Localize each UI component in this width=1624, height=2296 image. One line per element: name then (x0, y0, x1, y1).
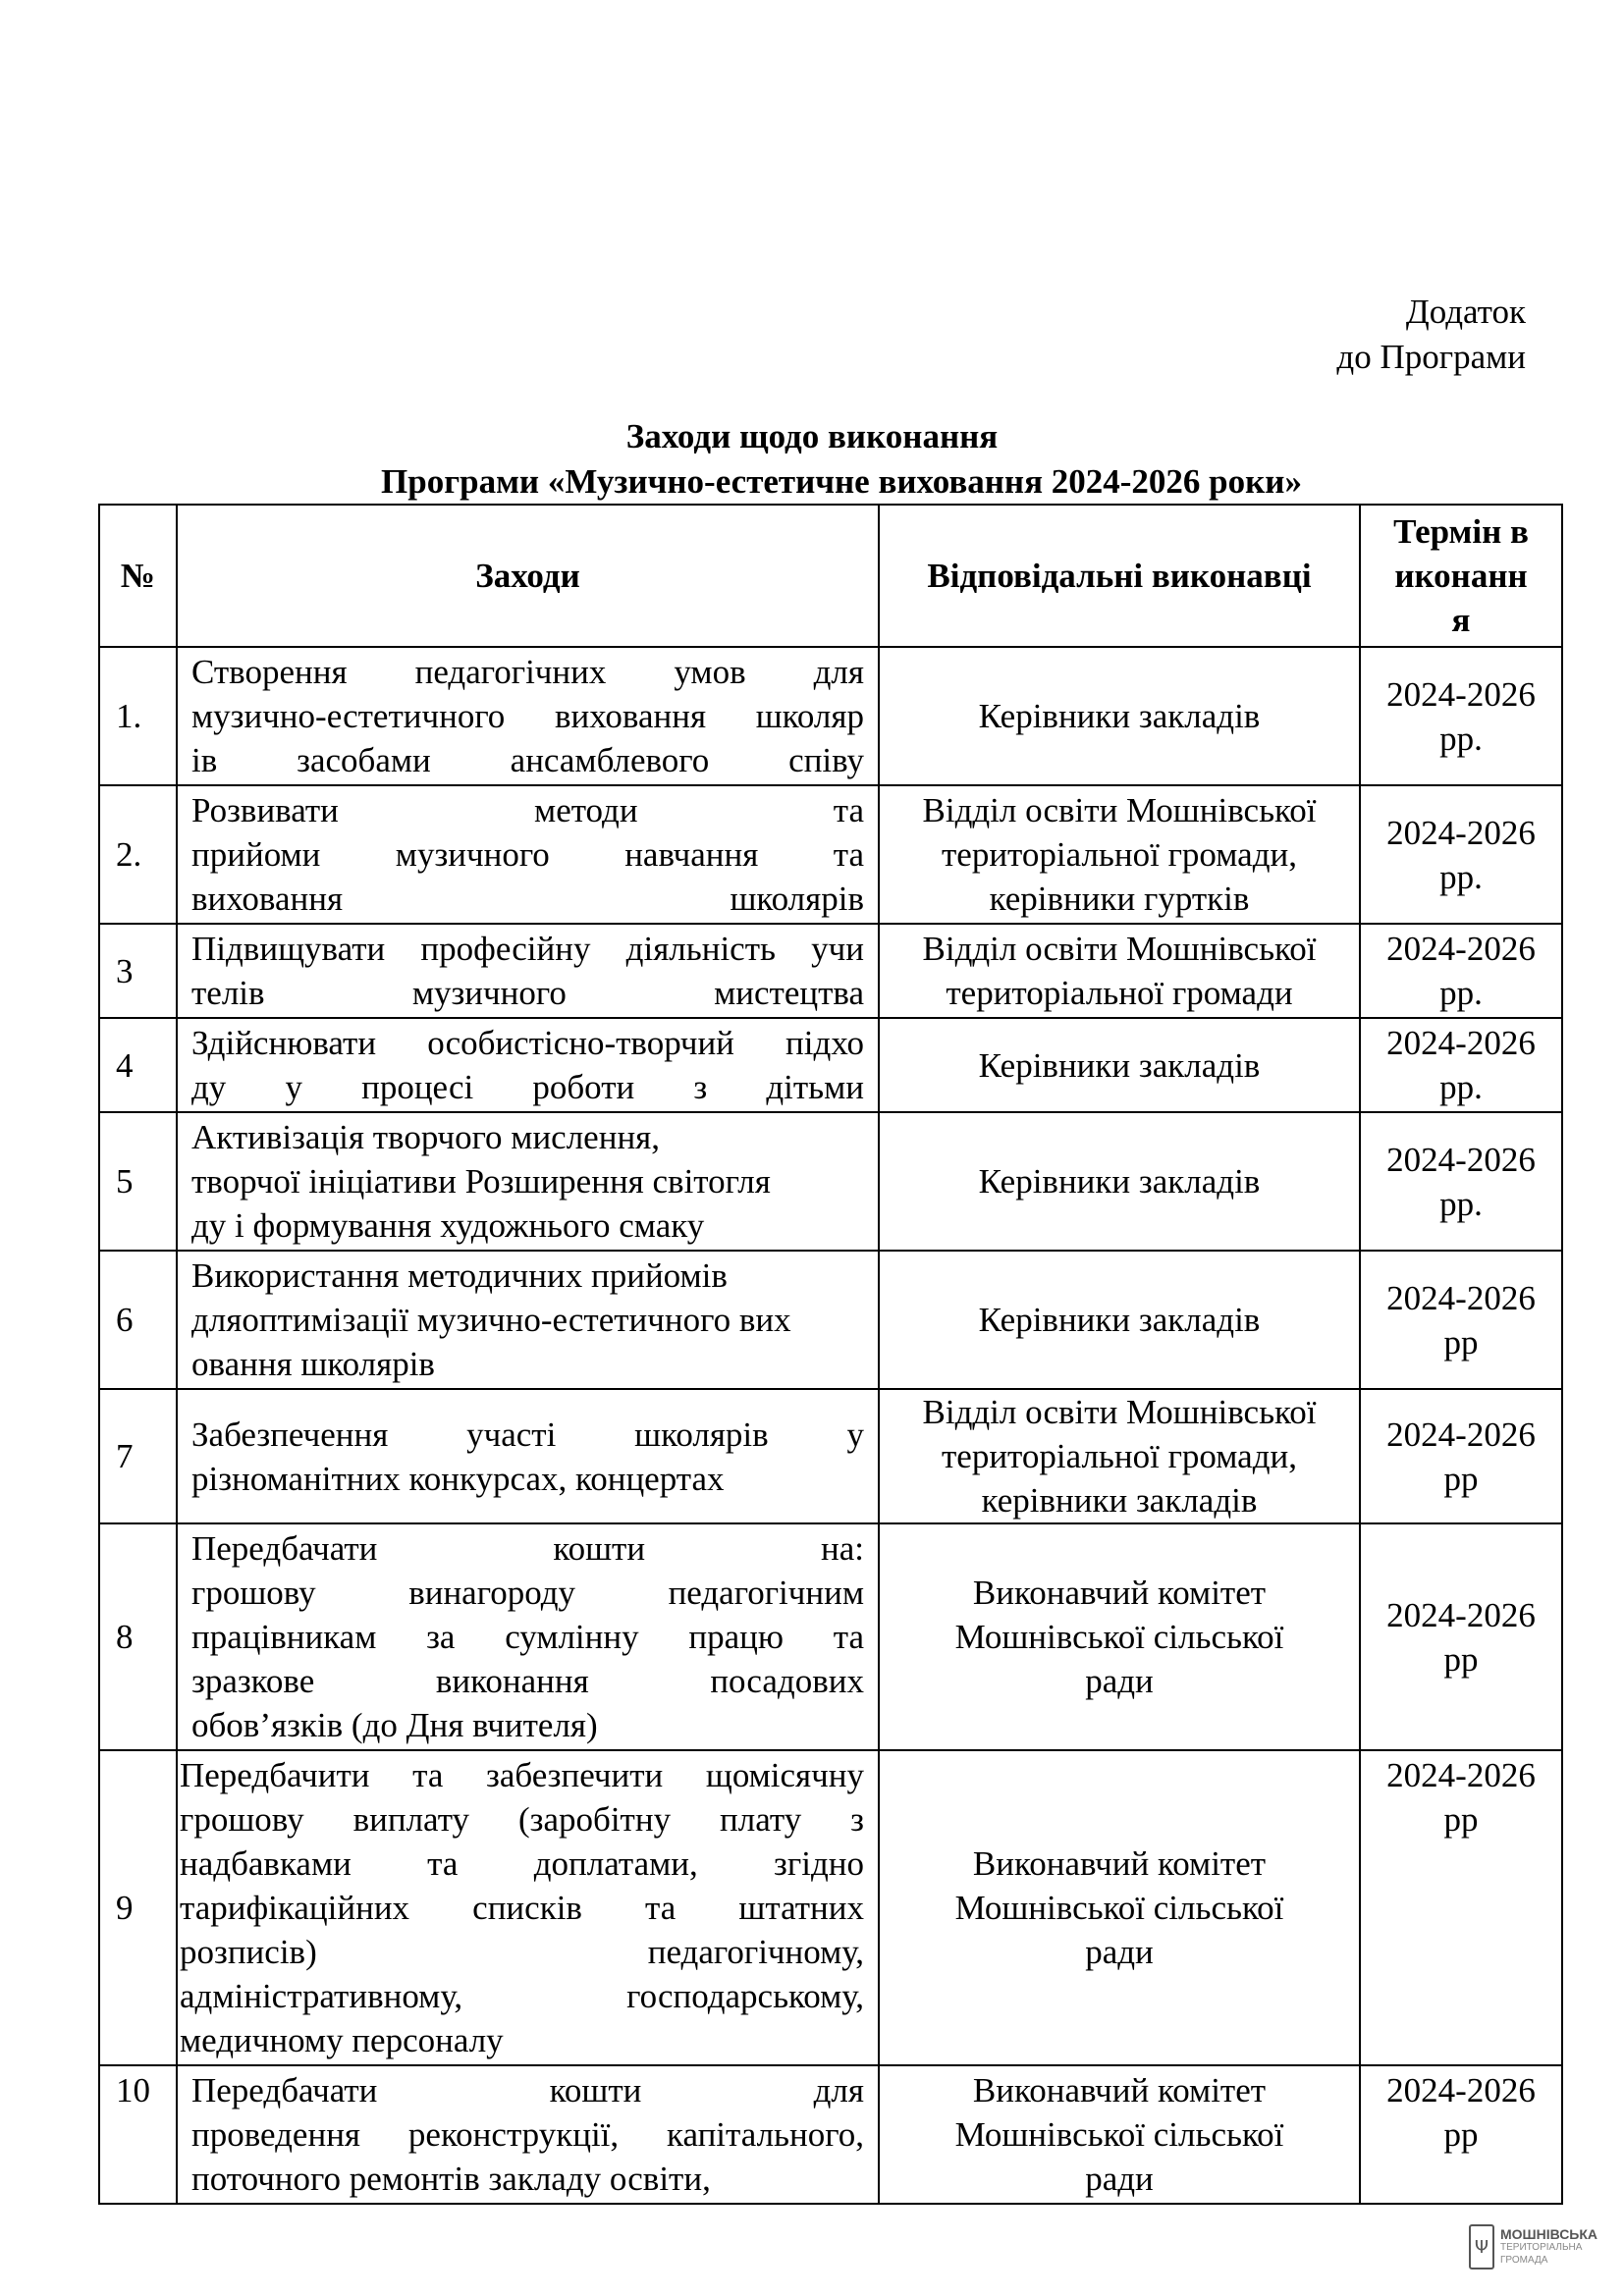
community-logo (1469, 2224, 1597, 2269)
table-header-row (99, 505, 1562, 647)
row-term: 2024-2026 рр (1360, 1389, 1562, 1523)
logo-line-2: ТЕРИТОРІАЛЬНА (1500, 2241, 1583, 2253)
row-activity: Передбачати кошти на: грошову винагороду педагогічним працівникам за сумлінну працю та зразкове виконання посадових обов’язків (до Дня вчителя) (177, 1523, 879, 1750)
table-row (99, 2065, 1562, 2204)
row-number: 5 (99, 1112, 177, 1251)
row-executors: Керівники закладів (879, 1018, 1360, 1112)
title-line-2: Програми «Музично-естетичне виховання 2024-2026 роки» (381, 462, 1302, 501)
addendum-note (1336, 290, 1526, 380)
logo-line-1: МОШНІВСЬКА (1500, 2225, 1598, 2242)
row-term: 2024-2026 рр. (1360, 1018, 1562, 1112)
row-executors: Керівники закладів (879, 647, 1360, 785)
row-number: 9 (99, 1750, 177, 2065)
table-row (99, 1389, 1562, 1523)
table-row (99, 647, 1562, 785)
table-row (99, 924, 1562, 1018)
row-number: 3 (99, 924, 177, 1018)
row-term: 2024-2026 рр. (1360, 785, 1562, 924)
row-term: 2024-2026 рр (1360, 1523, 1562, 1750)
table-row (99, 1251, 1562, 1389)
header-activity: Заходи (177, 505, 879, 647)
row-executors: Виконавчий комітет Мошнівської сільської ради (879, 1523, 1360, 1750)
table-row (99, 1523, 1562, 1750)
row-executors: Відділ освіти Мошнівської територіальної громади, керівники закладів (879, 1389, 1360, 1523)
row-activity: Використання методичних прийомів дляоптимізації музично-естетичного вих овання школярів (177, 1251, 879, 1389)
row-term: 2024-2026 рр (1360, 2065, 1562, 2204)
logo-line-3: ГРОМАДА (1500, 2254, 1548, 2266)
header-number: № (99, 505, 177, 647)
row-executors: Відділ освіти Мошнівської територіальної громади, керівники гуртків (879, 785, 1360, 924)
row-number: 6 (99, 1251, 177, 1389)
row-activity: Здійснювати особистісно-творчий підхо ду у процесі роботи з дітьми (177, 1018, 879, 1112)
table-row (99, 1750, 1562, 2065)
table-row (99, 785, 1562, 924)
row-activity: Підвищувати професійну діяльність учи телів музичного мистецтва (177, 924, 879, 1018)
row-executors: Відділ освіти Мошнівської територіальної громади (879, 924, 1360, 1018)
addendum-line-2: до Програми (1336, 338, 1526, 376)
title-line-1: Заходи щодо виконання (625, 417, 999, 455)
row-executors: Керівники закладів (879, 1112, 1360, 1251)
row-activity: Створення педагогічних умов для музично-естетичного виховання школяр ів засобами ансамблевого співу (177, 647, 879, 785)
row-activity: Передбачати кошти для проведення реконструкції, капітального, поточного ремонтів закладу освіти, (177, 2065, 879, 2204)
row-number: 1. (99, 647, 177, 785)
header-executors: Відповідальні виконавці (879, 505, 1360, 647)
row-term: 2024-2026 рр. (1360, 647, 1562, 785)
row-number: 2. (99, 785, 177, 924)
row-term: 2024-2026 рр. (1360, 924, 1562, 1018)
row-term: 2024-2026 рр. (1360, 1112, 1562, 1251)
row-term: 2024-2026 рр (1360, 1251, 1562, 1389)
row-executors: Виконавчий комітет Мошнівської сільської ради (879, 2065, 1360, 2204)
row-term: 2024-2026 рр (1360, 1750, 1562, 2065)
row-executors: Виконавчий комітет Мошнівської сільської ради (879, 1750, 1360, 2065)
row-activity: Активізація творчого мислення, творчої ініціативи Розширення світогля ду і формування художнього смаку (177, 1112, 879, 1251)
row-activity: Розвивати методи та прийоми музичного навчання та виховання школярів (177, 785, 879, 924)
row-activity: Передбачити та забезпечити щомісячну грошову виплату (заробітну плату з надбавками та доплатами, згідно тарифікаційних списків та штатних розписів) педагогічному, адміністративному, господарському, медичному персоналу (177, 1750, 879, 2065)
row-number: 10 (99, 2065, 177, 2204)
table-row (99, 1018, 1562, 1112)
document-title (0, 414, 1624, 505)
row-number: 4 (99, 1018, 177, 1112)
measures-table (98, 504, 1563, 2205)
addendum-line-1: Додаток (1405, 293, 1526, 331)
row-number: 7 (99, 1389, 177, 1523)
trident-icon: Ψ (1469, 2224, 1494, 2269)
row-number: 8 (99, 1523, 177, 1750)
row-activity: Забезпечення участі школярів у різноманітних конкурсах, концертах (177, 1389, 879, 1523)
table-row (99, 1112, 1562, 1251)
header-term: Термін в иконанн я (1360, 505, 1562, 647)
row-executors: Керівники закладів (879, 1251, 1360, 1389)
